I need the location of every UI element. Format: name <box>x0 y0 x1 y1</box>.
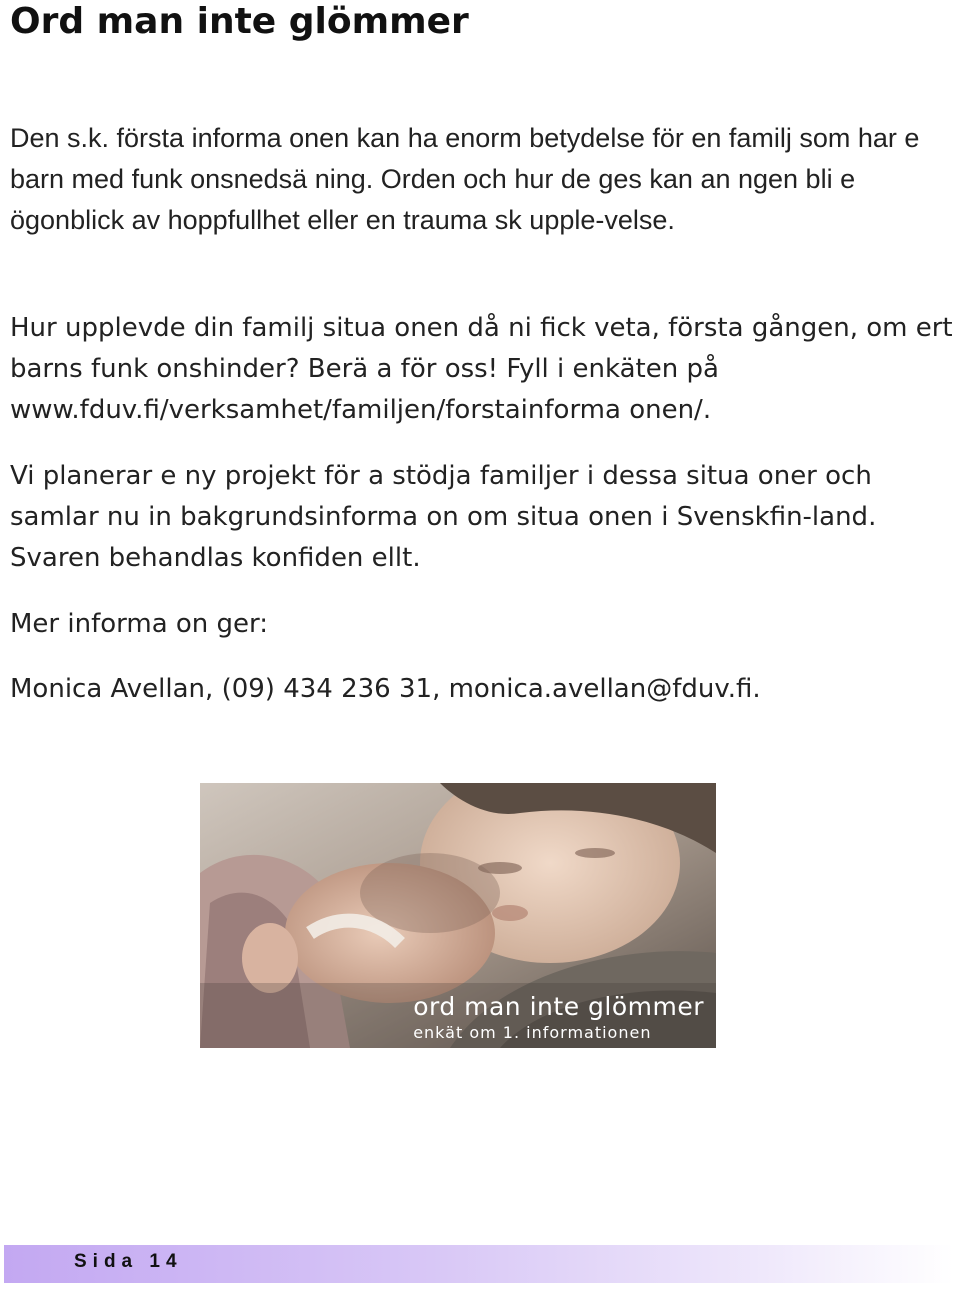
photo-caption-title: ord man inte glömmer <box>413 992 704 1021</box>
intro-paragraph: Den s.k. första informa onen kan ha enorm betydelse för en familj som har e barn med funk onsnedsä ning. Orden och hur de ges kan an ngen bli e ögonblick av hoppfullhet eller en trauma sk upple-velse. <box>10 123 920 235</box>
photo-caption-subtitle: enkät om 1. informationen <box>413 1023 652 1042</box>
question-paragraph: Hur upplevde din familj situa onen då ni fick veta, första gången, om ert barns funk onshinder? Berä a för oss! Fyll i enkäten på www.fduv.fi/verksamhet/familjen/forstainforma onen/. <box>10 313 953 425</box>
contact-line: Monica Avellan, (09) 434 236 31, monica.avellan@fduv.fi. <box>10 674 761 704</box>
footer-bar <box>4 1245 954 1283</box>
project-paragraph: Vi planerar e ny projekt för a stödja familjer i dessa situa oner och samlar nu in bakgrundsinforma on om situa onen i Svenskfin-land. Svaren behandlas konfiden ellt. <box>10 461 877 573</box>
more-info-label: Mer informa on ger: <box>10 609 269 639</box>
page-title: Ord man inte glömmer <box>10 1 469 42</box>
photo-caption <box>413 992 704 1044</box>
page-number: Sida 14 <box>74 1251 183 1272</box>
mother-baby-photo <box>200 783 716 1048</box>
